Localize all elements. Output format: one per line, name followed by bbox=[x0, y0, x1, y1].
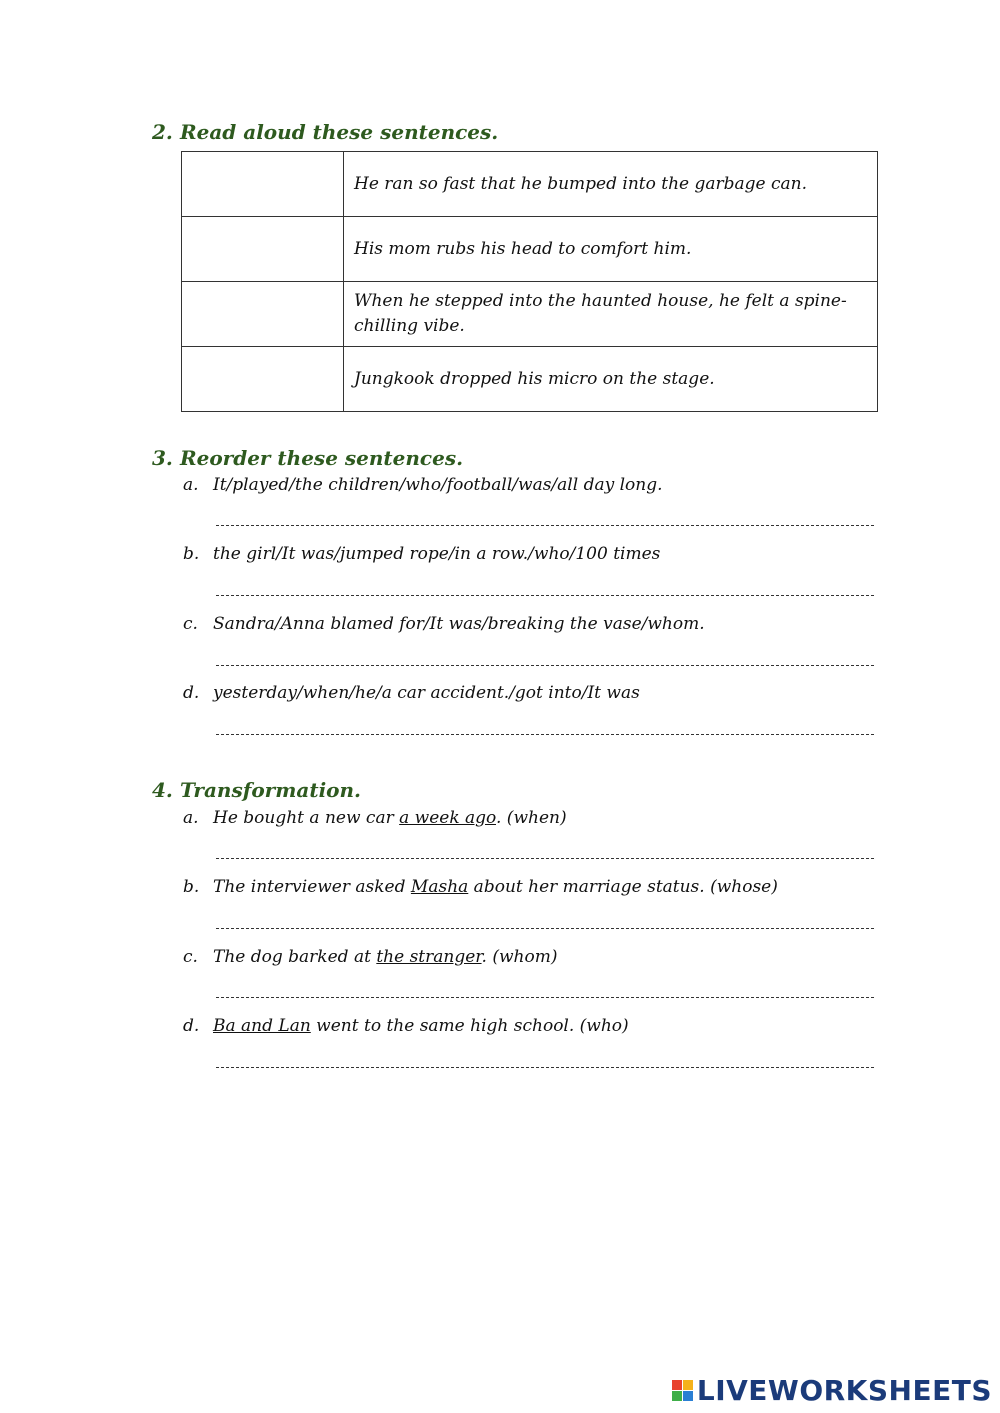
answer-line[interactable] bbox=[216, 997, 874, 998]
sentence-cell: He ran so fast that he bumped into the garbage can. bbox=[344, 152, 878, 217]
item-text-after: . (whom) bbox=[481, 947, 558, 967]
logo-text: LIVEWORKSHEETS bbox=[696, 1374, 992, 1407]
section-4-title bbox=[152, 778, 361, 802]
transform-item-c bbox=[183, 947, 557, 967]
reorder-item-d bbox=[183, 683, 640, 703]
table-row bbox=[182, 282, 878, 347]
section-4-number: 4. bbox=[152, 778, 173, 802]
read-aloud-table bbox=[181, 151, 878, 412]
section-2-title bbox=[152, 120, 498, 144]
item-letter: b. bbox=[183, 544, 200, 564]
section-2-number: 2. bbox=[152, 120, 173, 144]
answer-line[interactable] bbox=[216, 595, 874, 596]
item-text-after: went to the same high school. (who) bbox=[310, 1016, 629, 1036]
reorder-item-b bbox=[183, 544, 660, 564]
item-text: Sandra/Anna blamed for/It was/breaking the vase/whom. bbox=[213, 614, 705, 634]
answer-cell[interactable] bbox=[182, 347, 344, 412]
table-row bbox=[182, 217, 878, 282]
transform-item-a bbox=[183, 808, 567, 828]
answer-cell[interactable] bbox=[182, 217, 344, 282]
section-3-number: 3. bbox=[152, 446, 173, 470]
answer-line[interactable] bbox=[216, 1067, 874, 1068]
underlined-phrase: Ba and Lan bbox=[213, 1016, 311, 1036]
underlined-phrase: a week ago bbox=[399, 808, 496, 828]
sentence-cell: Jungkook dropped his micro on the stage. bbox=[344, 347, 878, 412]
sentence-cell: When he stepped into the haunted house, he felt a spine-chilling vibe. bbox=[344, 282, 878, 347]
table-row bbox=[182, 152, 878, 217]
item-letter: d. bbox=[183, 1016, 200, 1036]
liveworksheets-logo bbox=[672, 1374, 992, 1407]
item-text: It/played/the children/who/football/was/all day long. bbox=[213, 475, 663, 495]
table-row bbox=[182, 347, 878, 412]
logo-square bbox=[683, 1380, 693, 1390]
item-letter: b. bbox=[183, 877, 200, 897]
sentence-cell: His mom rubs his head to comfort him. bbox=[344, 217, 878, 282]
answer-line[interactable] bbox=[216, 665, 874, 666]
transform-item-d bbox=[183, 1016, 629, 1036]
answer-line[interactable] bbox=[216, 858, 874, 859]
item-letter: a. bbox=[183, 475, 199, 495]
item-text: yesterday/when/he/a car accident./got into/It was bbox=[213, 683, 640, 703]
item-text-after: about her marriage status. (whose) bbox=[468, 877, 778, 897]
logo-square bbox=[672, 1380, 682, 1390]
item-text: the girl/It was/jumped rope/in a row./who/100 times bbox=[213, 544, 661, 564]
item-letter: c. bbox=[183, 614, 198, 634]
answer-line[interactable] bbox=[216, 928, 874, 929]
item-letter: d. bbox=[183, 683, 200, 703]
answer-cell[interactable] bbox=[182, 152, 344, 217]
underlined-phrase: the stranger bbox=[376, 947, 482, 967]
section-4-title-text: Transformation. bbox=[180, 778, 362, 802]
answer-line[interactable] bbox=[216, 734, 874, 735]
logo-square bbox=[672, 1391, 682, 1401]
item-text-before: The interviewer asked bbox=[213, 877, 411, 897]
item-text-after: . (when) bbox=[496, 808, 567, 828]
answer-cell[interactable] bbox=[182, 282, 344, 347]
answer-line[interactable] bbox=[216, 525, 874, 526]
logo-squares-icon bbox=[672, 1380, 693, 1401]
section-3-title-text: Reorder these sentences. bbox=[180, 446, 464, 470]
item-letter: a. bbox=[183, 808, 199, 828]
logo-square bbox=[683, 1391, 693, 1401]
underlined-phrase: Masha bbox=[410, 877, 469, 897]
section-2-title-text: Read aloud these sentences. bbox=[180, 120, 499, 144]
item-text-before: He bought a new car bbox=[213, 808, 400, 828]
item-text-before: The dog barked at bbox=[213, 947, 377, 967]
reorder-item-a bbox=[183, 475, 663, 495]
reorder-item-c bbox=[183, 614, 705, 634]
transform-item-b bbox=[183, 877, 778, 897]
section-3-title bbox=[152, 446, 463, 470]
item-letter: c. bbox=[183, 947, 198, 967]
